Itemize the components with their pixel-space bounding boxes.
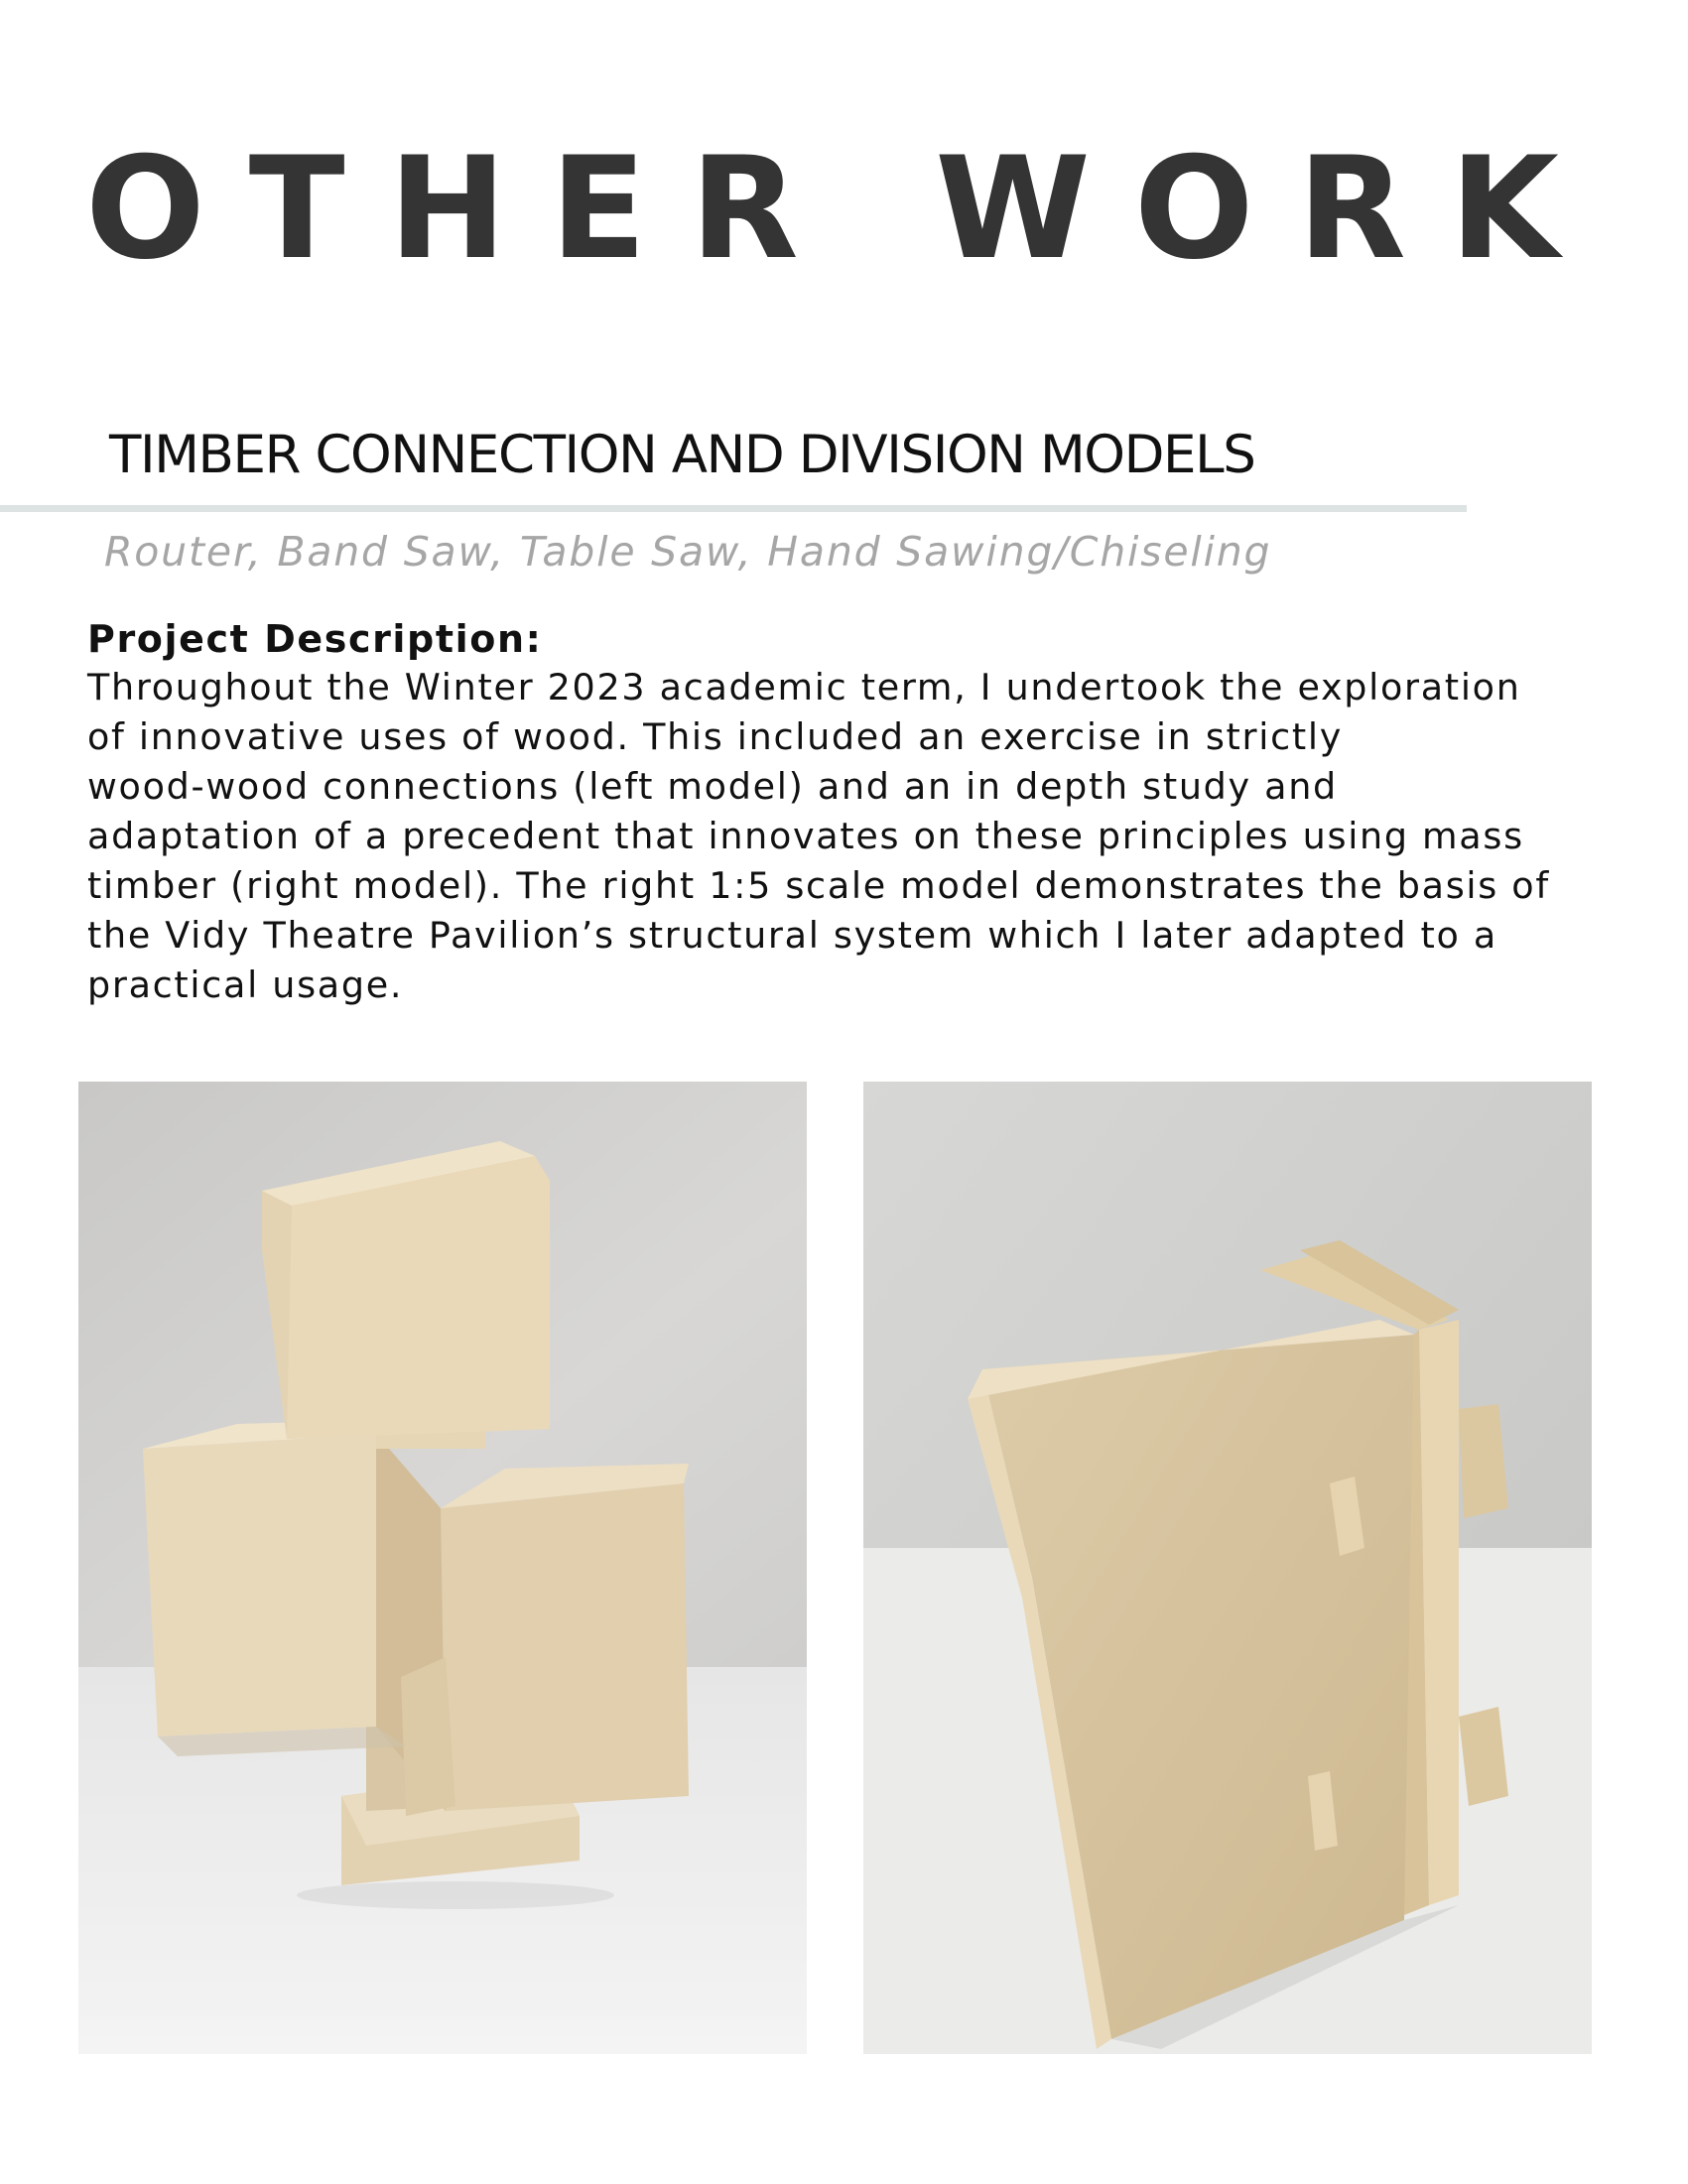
description-line: timber (right model). The right 1:5 scale model demonstrates the basis of — [87, 864, 1550, 907]
description-heading: Project Description: — [87, 617, 543, 661]
left-model-photo — [78, 1082, 807, 2054]
description-line: adaptation of a precedent that innovates on these principles using mass — [87, 815, 1524, 857]
right-model-photo — [863, 1082, 1592, 2054]
page-title: OTHER WORK — [85, 127, 1603, 291]
wood-block-model-illustration — [78, 1082, 807, 2054]
description-body — [87, 663, 1635, 1010]
timber-panel-model-illustration — [863, 1082, 1592, 2054]
description-line: of innovative uses of wood. This included an exercise in strictly — [87, 715, 1344, 758]
description-line: the Vidy Theatre Pavilion’s structural system which I later adapted to a — [87, 914, 1497, 957]
tools-subtitle: Router, Band Saw, Table Saw, Hand Sawing/Chiseling — [104, 528, 1272, 576]
section-divider — [0, 505, 1467, 512]
description-line: practical usage. — [87, 964, 404, 1006]
description-line: Throughout the Winter 2023 academic term, I undertook the exploration — [87, 666, 1521, 708]
description-line: wood-wood connections (left model) and an in depth study and — [87, 765, 1338, 808]
section-title: TIMBER CONNECTION AND DIVISION MODELS — [109, 425, 1255, 485]
